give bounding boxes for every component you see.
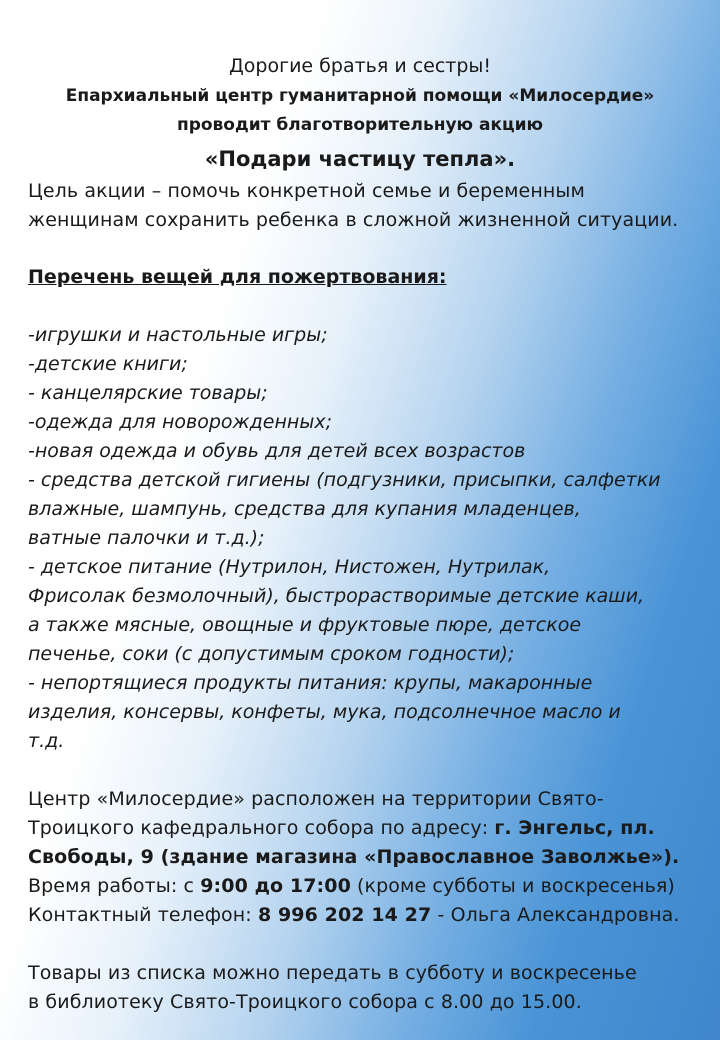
address-city: г. Энгельс, пл.: [494, 817, 655, 839]
goal-line-1: Цель акции – помочь конкретной семье и беременным: [28, 180, 585, 202]
hours-note: (кроме субботы и воскресенья): [350, 875, 675, 897]
organization-line-2: проводит благотворительную акцию: [176, 115, 544, 135]
list-item: -новая одежда и обувь для детей всех возрастов: [28, 440, 526, 462]
donation-list-heading: Перечень вещей для пожертвования:: [28, 266, 447, 288]
action-title: «Подари частицу тепла».: [204, 147, 516, 171]
center-line-1: Центр «Милосердие» расположен на территории Свято-: [28, 788, 604, 810]
weekend-line-2: в библиотеку Свято-Троицкого собора с 8.00 до 15.00.: [28, 991, 582, 1013]
list-item: а также мясные, овощные и фруктовые пюре, детское: [28, 614, 582, 636]
weekend-line-1: Товары из списка можно передать в субботу и воскресенье: [28, 962, 637, 984]
list-item: - детское питание (Нутрилон, Нистожен, Нутрилак,: [28, 556, 551, 578]
list-item: влажные, шампунь, средства для купания младенцев,: [28, 498, 581, 520]
address-building: Свободы, 9 (здание магазина «Православное Заволжье»).: [28, 846, 680, 868]
list-item: печенье, соки (с допустимым сроком годности);: [28, 643, 515, 665]
list-item: - непортящиеся продукты питания: крупы, макаронные: [28, 672, 593, 694]
hours-value: 9:00 до 17:00: [200, 875, 351, 897]
contact-phone: [28, 904, 679, 926]
working-hours: [28, 875, 675, 897]
organization-line-1: Епархиальный центр гуманитарной помощи «Милосердие»: [65, 86, 655, 106]
list-item: т.д.: [28, 730, 65, 752]
center-line-2: [28, 817, 655, 839]
greeting: Дорогие братья и сестры!: [228, 55, 492, 77]
list-item: - средства детской гигиены (подгузники, присыпки, салфетки: [28, 469, 661, 491]
list-item: -игрушки и настольные игры;: [28, 324, 328, 346]
goal-line-2: женщинам сохранить ребенка в сложной жизненной ситуации.: [28, 209, 679, 231]
list-item: Фрисолак безмолочный), быстрорастворимые детские каши,: [28, 585, 645, 607]
hours-label: Время работы: с: [28, 875, 201, 897]
list-item: -детские книги;: [28, 353, 188, 375]
phone-label: Контактный телефон:: [28, 904, 258, 926]
phone-contact-person: - Ольга Александровна.: [431, 904, 680, 926]
address-intro: Троицкого кафедрального собора по адресу:: [28, 817, 495, 839]
list-item: - канцелярские товары;: [28, 382, 268, 404]
list-item: изделия, консервы, конфеты, мука, подсолнечное масло и: [28, 701, 621, 723]
phone-number: 8 996 202 14 27: [257, 904, 432, 926]
list-item: ватные палочки и т.д.);: [28, 527, 265, 549]
list-item: -одежда для новорожденных;: [28, 411, 332, 433]
